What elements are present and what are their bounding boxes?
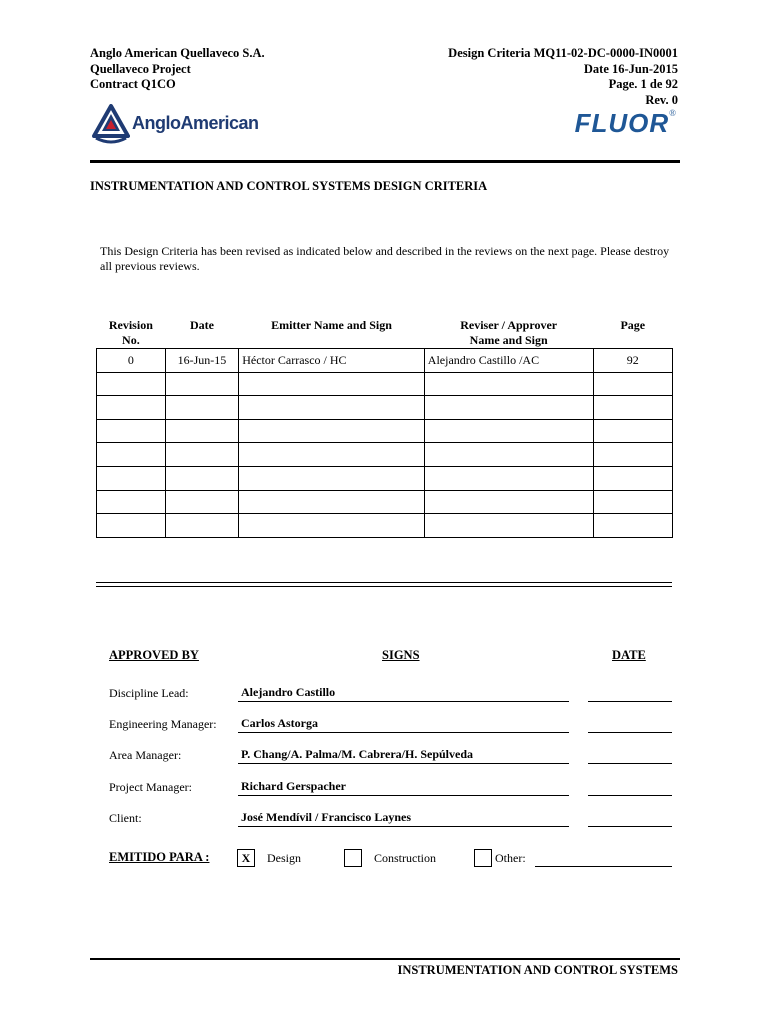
registered-mark-icon: ® — [669, 108, 676, 118]
cell-emitter — [239, 490, 425, 514]
cell-date — [165, 396, 239, 420]
table-row — [97, 514, 673, 538]
col-header-reviser-line1: Reviser / Approver — [460, 318, 558, 332]
cell-reviser — [424, 372, 593, 396]
design-checkbox[interactable]: X — [237, 849, 255, 867]
document-date: Date 16-Jun-2015 — [583, 61, 678, 76]
col-header-revision-line1: Revision — [108, 318, 153, 332]
role-client: Client: — [109, 811, 142, 825]
table-row — [97, 443, 673, 467]
col-header-page — [593, 318, 672, 349]
table-row — [97, 466, 673, 490]
table-row — [97, 419, 673, 443]
fluor-logo — [575, 108, 676, 140]
company-name: Anglo American Quellaveco S.A. — [90, 46, 265, 60]
section-double-divider — [96, 582, 672, 587]
col-header-date-line1: Date — [189, 318, 214, 332]
revision-number: Rev. 0 — [645, 92, 678, 107]
cell-revision — [97, 514, 166, 538]
cell-date — [165, 372, 239, 396]
approved-by-heading: APPROVED BY — [109, 648, 199, 662]
col-header-reviser-line2: Name and Sign — [469, 333, 548, 347]
cell-emitter — [239, 514, 425, 538]
emitido-para-label: EMITIDO PARA : — [109, 850, 210, 864]
cell-reviser — [424, 419, 593, 443]
date-line-project-manager — [588, 778, 672, 796]
cell-date — [165, 419, 239, 443]
cell-date — [165, 490, 239, 514]
cell-page — [593, 514, 672, 538]
contract-name: Contract Q1CO — [90, 77, 176, 91]
cell-reviser — [424, 514, 593, 538]
cell-revision — [97, 466, 166, 490]
col-header-emitter-line1: Emitter Name and Sign — [271, 318, 392, 332]
other-input-line[interactable] — [535, 851, 672, 867]
document-title: INSTRUMENTATION AND CONTROL SYSTEMS DESIGN CRITERIA — [90, 179, 488, 193]
col-header-emitter — [239, 318, 425, 349]
cell-revision — [97, 490, 166, 514]
page-number: Page. 1 de 92 — [608, 77, 678, 91]
revision-table-header — [97, 318, 673, 349]
col-header-revision-line2: No. — [122, 333, 140, 347]
col-header-reviser — [424, 318, 593, 349]
cell-reviser — [424, 396, 593, 420]
cell-page: 92 — [593, 349, 672, 373]
sign-discipline-lead: Alejandro Castillo — [238, 684, 569, 702]
cell-date — [165, 514, 239, 538]
cell-revision — [97, 396, 166, 420]
role-engineering-manager: Engineering Manager: — [109, 717, 217, 731]
fluor-logo-text: FLUOR — [574, 108, 670, 138]
cell-reviser — [424, 490, 593, 514]
cell-emitter — [239, 466, 425, 490]
cell-emitter — [239, 396, 425, 420]
cell-date — [165, 466, 239, 490]
construction-option-label: Construction — [374, 851, 436, 865]
header-company-block — [90, 46, 265, 93]
cell-reviser — [424, 443, 593, 467]
col-header-date — [165, 318, 239, 349]
cell-page — [593, 419, 672, 443]
role-project-manager: Project Manager: — [109, 780, 192, 794]
cell-revision: 0 — [97, 349, 166, 373]
signs-heading: SIGNS — [382, 648, 420, 662]
date-line-engineering-manager — [588, 715, 672, 733]
cell-date — [165, 443, 239, 467]
table-row — [97, 349, 673, 373]
cell-revision — [97, 419, 166, 443]
footer-title: INSTRUMENTATION AND CONTROL SYSTEMS — [397, 963, 678, 977]
cell-emitter — [239, 443, 425, 467]
cell-page — [593, 372, 672, 396]
table-row — [97, 490, 673, 514]
revision-intro-text: This Design Criteria has been revised as indicated below and described in the reviews on the next page. Please destroy all previous reviews. — [100, 244, 670, 273]
sign-engineering-manager: Carlos Astorga — [238, 715, 569, 733]
role-area-manager: Area Manager: — [109, 748, 182, 762]
cell-page — [593, 490, 672, 514]
cell-emitter: Héctor Carrasco / HC — [239, 349, 425, 373]
date-line-client — [588, 809, 672, 827]
other-option-label: Other: — [495, 851, 526, 865]
header-divider — [90, 160, 680, 163]
cell-revision — [97, 372, 166, 396]
col-header-revision — [97, 318, 166, 349]
date-line-discipline-lead — [588, 684, 672, 702]
sign-client: José Mendívil / Francisco Laynes — [238, 809, 569, 827]
cell-date: 16-Jun-15 — [165, 349, 239, 373]
cell-page — [593, 396, 672, 420]
sign-area-manager: P. Chang/A. Palma/M. Cabrera/H. Sepúlveda — [238, 746, 569, 764]
cell-revision — [97, 443, 166, 467]
anglo-american-logo — [92, 104, 259, 144]
project-name: Quellaveco Project — [90, 61, 191, 76]
design-option-label: Design — [267, 851, 301, 865]
cell-page — [593, 443, 672, 467]
document-code: Design Criteria MQ11-02-DC-0000-IN0001 — [448, 46, 678, 60]
revision-table — [96, 318, 673, 538]
role-discipline-lead: Discipline Lead: — [109, 686, 189, 700]
date-line-area-manager — [588, 746, 672, 764]
anglo-american-emblem-icon — [92, 104, 130, 144]
header-document-block — [448, 46, 678, 108]
table-row — [97, 396, 673, 420]
construction-checkbox[interactable] — [344, 849, 362, 867]
col-header-page-line1: Page — [620, 318, 646, 332]
date-heading: DATE — [612, 648, 646, 662]
table-row — [97, 372, 673, 396]
cell-emitter — [239, 372, 425, 396]
sign-project-manager: Richard Gerspacher — [238, 778, 569, 796]
footer-divider — [90, 958, 680, 960]
cell-page — [593, 466, 672, 490]
cell-reviser: Alejandro Castillo /AC — [424, 349, 593, 373]
anglo-american-logo-text: AngloAmerican — [132, 113, 259, 133]
cell-reviser — [424, 466, 593, 490]
other-checkbox[interactable] — [474, 849, 492, 867]
cell-emitter — [239, 419, 425, 443]
